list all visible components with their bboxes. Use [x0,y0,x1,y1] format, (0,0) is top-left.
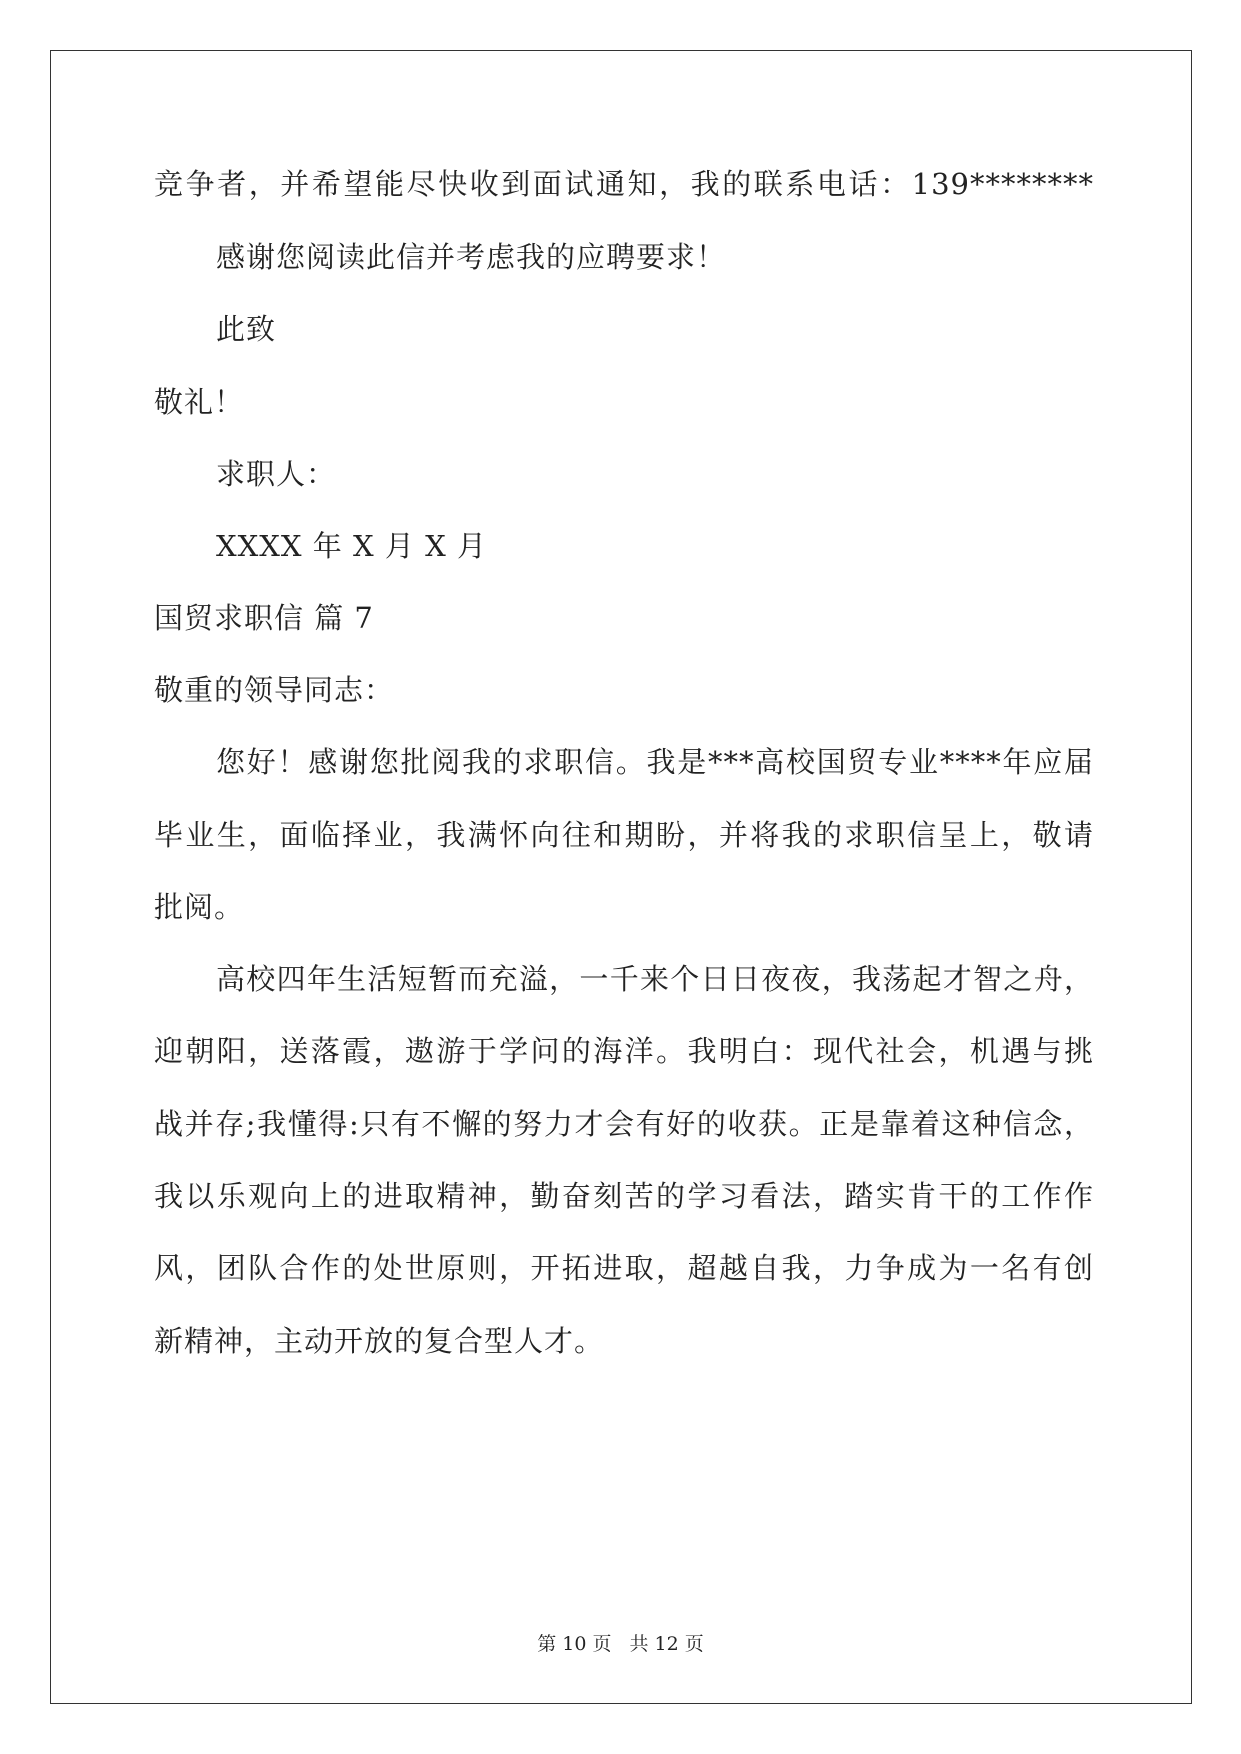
page-border [50,50,1192,1704]
text-line: 风，团队合作的处世原则，开拓进取，超越自我，力争成为一名有创 [154,1251,1094,1285]
text-line: 毕业生，面临择业，我满怀向往和期盼，并将我的求职信呈上，敬请 [154,818,1094,852]
text-line: 我以乐观向上的进取精神，勤奋刻苦的学习看法，踏实肯干的工作作 [154,1179,1094,1213]
section-heading: 国贸求职信 篇 7 [154,601,374,635]
salutation-regards: 敬礼！ [154,385,245,419]
text-line: 竞争者，并希望能尽快收到面试通知，我的联系电话：139******** [154,167,1094,201]
text-line: 高校四年生活短暂而充溢，一千来个日日夜夜，我荡起才智之舟， [216,962,1094,996]
text-line: 战并存;我懂得:只有不懈的努力才会有好的收获。正是靠着这种信念， [154,1107,1094,1141]
page-number-current: 第 10 页 [537,1633,612,1655]
greeting: 敬重的领导同志： [154,673,395,707]
signature-label: 求职人： [216,457,337,491]
text-line: 您好！感谢您批阅我的求职信。我是***高校国贸专业****年应届 [216,745,1094,779]
salutation-closing: 此致 [216,312,277,346]
page-footer [0,1632,1241,1656]
page-number-total: 共 12 页 [629,1633,704,1655]
text-line: 迎朝阳，送落霞，遨游于学问的海洋。我明白：现代社会，机遇与挑 [154,1034,1094,1068]
date-line: XXXX 年 X 月 X 月 [216,529,487,563]
text-line: 新精神，主动开放的复合型人才。 [154,1324,605,1358]
text-line: 感谢您阅读此信并考虑我的应聘要求！ [216,240,727,274]
text-line: 批阅。 [154,890,245,924]
